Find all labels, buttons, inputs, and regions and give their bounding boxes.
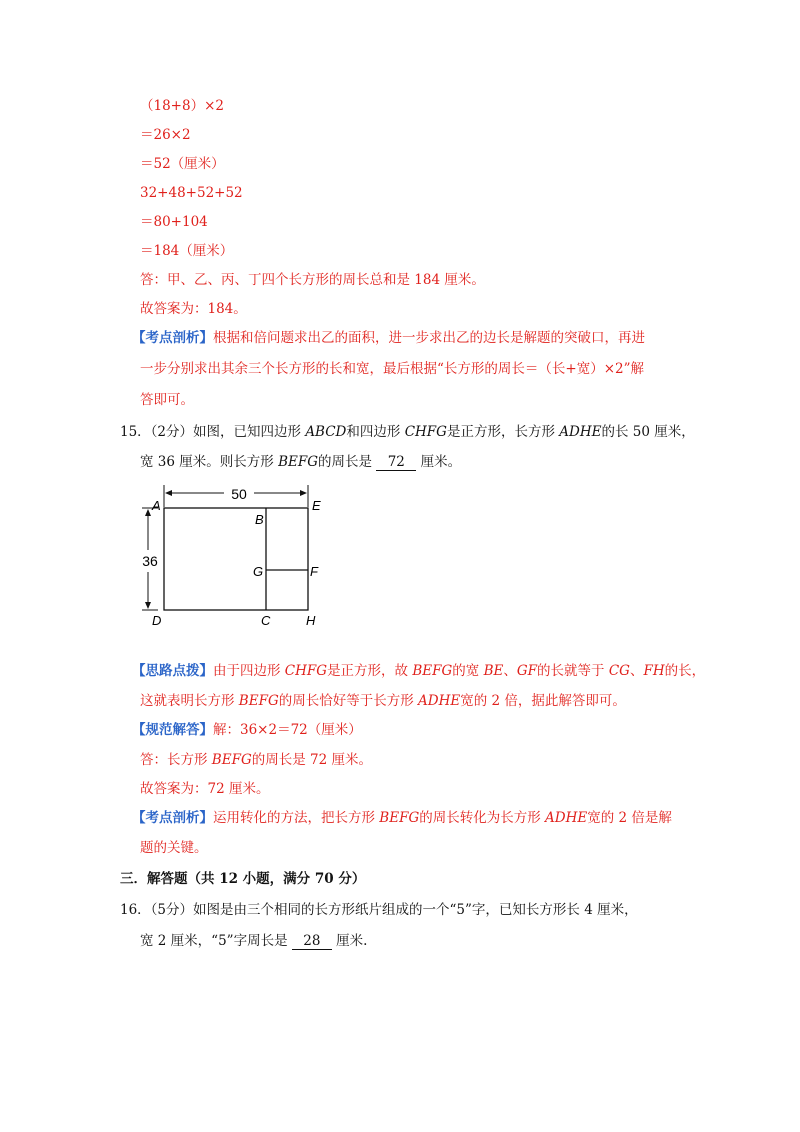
analysis-block-15	[132, 808, 672, 828]
height-label: 36	[142, 553, 158, 569]
solution-line-2: ＝26×2	[140, 127, 191, 143]
analysis-text: 的周长转化为长方形	[419, 810, 546, 826]
hint-chfg: CHFG	[284, 663, 328, 679]
q15-text: 是正方形，长方形	[446, 424, 560, 440]
hint-line-2	[140, 691, 626, 711]
analysis-block-14	[132, 328, 645, 348]
hint-adhe: ADHE	[418, 693, 461, 709]
label-a: A	[152, 498, 161, 513]
solution-final: 故答案为：184。	[140, 301, 247, 317]
analysis-text-3: 答即可。	[140, 392, 194, 408]
analysis-text: 运用转化的方法，把长方形	[213, 810, 380, 826]
hint-text: 的长，	[664, 663, 706, 679]
hint-text: 、	[629, 663, 644, 679]
hint-text: 的宽	[452, 663, 484, 679]
arrow-left-icon	[165, 490, 172, 496]
arrow-down-icon	[145, 602, 151, 609]
label-e: E	[312, 498, 321, 513]
q16-text: 宽 2 厘米，“5”字周长是	[140, 933, 288, 949]
q15-text: 的周长是	[318, 454, 372, 470]
solution-calc: 解：36×2＝72（厘米）	[213, 722, 362, 738]
question-15-line-2	[140, 452, 461, 472]
analysis-text: 宽的 2 倍是解	[587, 810, 672, 826]
width-label: 50	[231, 486, 247, 502]
hint-text: 的周长恰好等于长方形	[278, 693, 419, 709]
q16-answer-blank: 28	[292, 933, 332, 950]
label-f: F	[310, 564, 318, 579]
geometry-figure	[138, 480, 328, 630]
analysis-text-1: 根据和倍问题求出乙的面积，进一步求出乙的边长是解题的突破口，再进	[213, 330, 645, 346]
hint-gf: GF	[516, 663, 538, 679]
analysis-tag: 【考点剖析】	[132, 810, 213, 826]
q15-befg: BEFG	[278, 454, 318, 470]
analysis-adhe: ADHE	[545, 810, 588, 826]
label-b: B	[255, 512, 264, 527]
q15-text: 的长 50 厘米，	[601, 424, 695, 440]
solution-line-6: ＝184（厘米）	[140, 243, 234, 259]
question-16-line-1: 16．（5分）如图是由三个相同的长方形纸片组成的一个“5”字，已知长方形长 4 厘米，	[120, 902, 638, 918]
q15-adhe: ADHE	[559, 424, 602, 440]
q16-text: 厘米.	[336, 933, 368, 949]
hint-tag: 【思路点拨】	[132, 663, 213, 679]
q15-abcd: ABCD	[305, 424, 347, 440]
hint-be: BE	[483, 663, 504, 679]
solution-15-final: 故答案为：72 厘米。	[140, 781, 270, 797]
hint-text: 、	[503, 663, 517, 679]
hint-fh: FH	[643, 663, 665, 679]
analysis-15-line-2: 题的关键。	[140, 840, 208, 856]
arrow-up-icon	[145, 509, 151, 516]
hint-text: 的长就等于	[537, 663, 609, 679]
solution-line-1: （18+8）×2	[140, 98, 224, 114]
solution-answer: 答：甲、乙、丙、丁四个长方形的周长总和是 184 厘米。	[140, 272, 485, 288]
label-d: D	[152, 613, 162, 628]
solution-text: 答：长方形	[140, 752, 212, 768]
hint-cg: CG	[608, 663, 630, 679]
solution-tag: 【规范解答】	[132, 722, 213, 738]
hint-text: 是正方形，故	[327, 663, 413, 679]
hint-text: 这就表明长方形	[140, 693, 239, 709]
solution-block-15	[132, 720, 362, 740]
hint-block-15	[132, 661, 705, 681]
q15-text: 15．（2分）如图，已知四边形	[120, 424, 306, 440]
solution-befg: BEFG	[211, 752, 252, 768]
label-h: H	[306, 613, 316, 628]
analysis-befg: BEFG	[379, 810, 420, 826]
q15-text: 宽 36 厘米。则长方形	[140, 454, 279, 470]
q15-text: 厘米。	[420, 454, 462, 470]
hint-befg: BEFG	[238, 693, 279, 709]
solution-line-3: ＝52（厘米）	[140, 156, 225, 172]
solution-line-5: ＝80+104	[140, 214, 208, 230]
hint-text: 由于四边形	[213, 663, 285, 679]
q15-chfg: CHFG	[404, 424, 447, 440]
hint-befg: BEFG	[412, 663, 453, 679]
analysis-text-2: 一步分别求出其余三个长方形的长和宽，最后根据“长方形的周长＝（长+宽）×2”解	[140, 361, 645, 377]
hint-text: 宽的 2 倍，据此解答即可。	[460, 693, 626, 709]
solution-15-answer	[140, 750, 372, 770]
label-c: C	[261, 613, 271, 628]
arrow-right-icon	[300, 490, 307, 496]
question-15-line-1	[120, 422, 695, 442]
analysis-tag: 【考点剖析】	[132, 330, 213, 346]
solution-text: 的周长是 72 厘米。	[251, 752, 372, 768]
q15-answer-blank: 72	[376, 454, 416, 471]
rect-adhe	[164, 508, 308, 610]
section-title: 三．解答题（共 12 小题，满分 70 分）	[120, 871, 366, 887]
label-g: G	[253, 564, 264, 579]
q15-text: 和四边形	[346, 424, 405, 440]
solution-line-4: 32+48+52+52	[140, 185, 243, 201]
question-16-line-2	[140, 931, 367, 951]
